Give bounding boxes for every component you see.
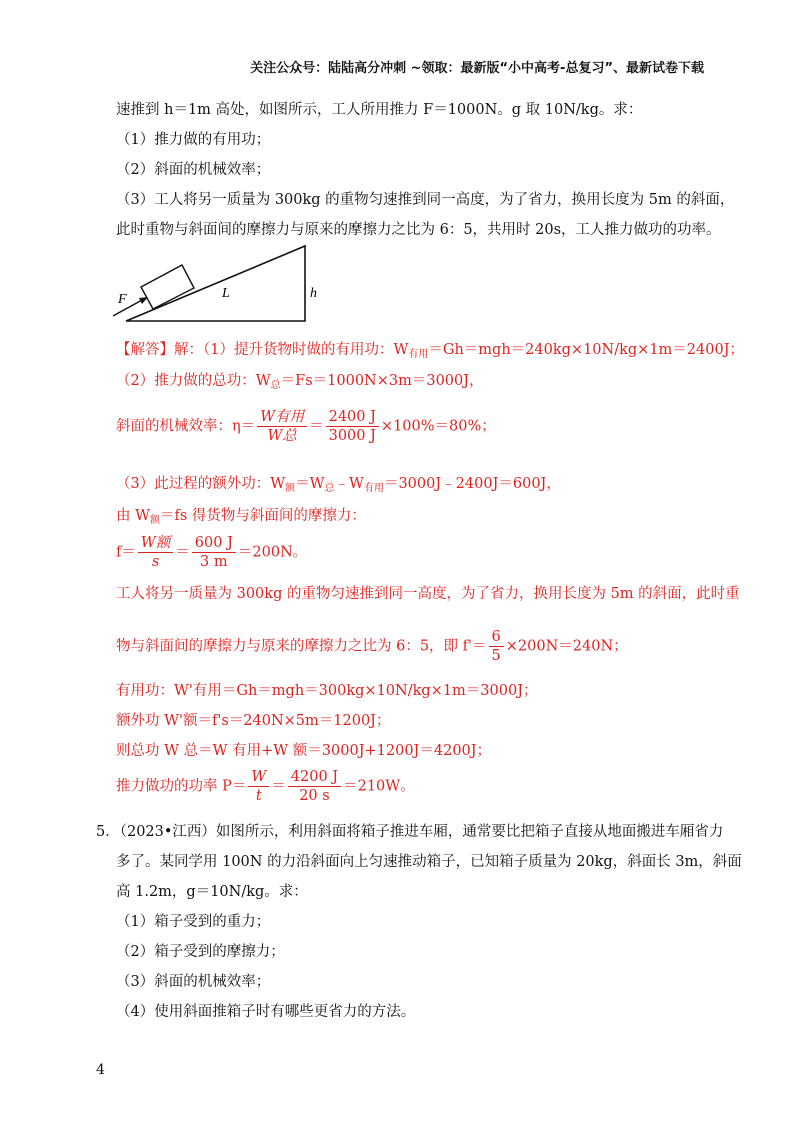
text: 解：（1）提升货物时做的有用功：W (174, 342, 409, 358)
question-1: （1）推力做的有用功； (116, 132, 271, 148)
solution-line-6 (116, 534, 307, 571)
page-number: 4 (96, 1062, 105, 1078)
problem5-question-3: （3）斜面的机械效率； (116, 974, 271, 990)
text: ＝W (295, 476, 325, 492)
subscript: 总 (270, 380, 281, 391)
fraction (192, 534, 236, 571)
solution-line-10: 额外功 W'额＝f's＝240N×5m＝1200J； (116, 713, 391, 729)
incline-diagram (112, 240, 332, 326)
fraction (257, 408, 307, 445)
numerator: W (248, 768, 269, 787)
text: 由 W (116, 508, 151, 524)
text: ＝fs 得货物与斜面间的摩擦力： (160, 508, 366, 524)
label-F: F (118, 292, 127, 307)
solution-line-12 (116, 768, 415, 805)
text: ×100%＝80%； (380, 418, 496, 435)
label-L: L (222, 286, 230, 301)
denominator: s (151, 554, 160, 570)
solution-line-7: 工人将另一质量为 300kg 的重物匀速推到同一高度，为了省力，换用长度为 5m 的斜面，此时重 (116, 586, 740, 602)
denominator: 20 s (299, 788, 330, 804)
solution-line-8 (116, 628, 628, 665)
text: ＝ (175, 544, 190, 561)
solution-line-11: 则总功 W 总＝W 有用+W 额＝3000J+1200J＝4200J； (116, 743, 492, 759)
denominator: 3 m (200, 554, 228, 570)
denominator: 5 (491, 648, 501, 664)
problem5-question-1: （1）箱子受到的重力； (116, 914, 271, 930)
problem5-question-2: （2）箱子受到的摩擦力； (116, 944, 285, 960)
text: ＝3000J﹣2400J＝600J， (383, 476, 561, 492)
text: ＝Fs＝1000N×3m＝3000J， (280, 373, 484, 389)
label-h: h (310, 286, 317, 301)
text: （2）推力做的总功：W (116, 373, 271, 389)
numerator: 6 (489, 628, 504, 647)
solution-tag: 【解答】 (116, 342, 174, 358)
force-arrowhead (139, 297, 148, 304)
solution-line-9: 有用功：W'有用＝Gh＝mgh＝300kg×10N/kg×1m＝3000J； (116, 683, 538, 699)
solution-line-1 (116, 340, 744, 362)
fraction (288, 768, 341, 805)
text: ＝Gh＝mgh＝240kg×10N/kg×1m＝2400J； (428, 342, 745, 358)
denominator: 3000 J (328, 428, 376, 444)
numerator: W额 (138, 534, 173, 553)
numerator: 2400 J (326, 408, 379, 427)
problem5-question-4: （4）使用斜面推箱子时有哪些更省力的方法。 (116, 1004, 416, 1020)
page-header: 关注公众号：陆陆高分冲刺 ~领取：最新版“小中高考-总复习”、最新试卷下载 (250, 61, 704, 76)
problem5-line-2: 多了。某同学用 100N 的力沿斜面向上匀速推动箱子，已知箱子质量为 20kg，斜面长 3m，斜面 (116, 854, 742, 870)
problem-intro: 速推到 h＝1m 高处，如图所示，工人所用推力 F＝1000N。g 取 10N/kg。求： (116, 102, 643, 118)
text: （3）此过程的额外功：W (116, 476, 286, 492)
subscript: 有用 (363, 483, 384, 494)
fraction (138, 534, 173, 571)
text: 斜面的机械效率：η＝ (116, 418, 256, 435)
text: ﹣W (334, 476, 364, 492)
problem5-line-3: 高 1.2m，g＝10N/kg。求： (116, 884, 308, 900)
box (141, 265, 194, 309)
subscript: 总 (324, 483, 335, 494)
numerator: W有用 (257, 408, 307, 427)
question-3-line-2: 此时重物与斜面间的摩擦力与原来的摩擦力之比为 6：5，共用时 20s，工人推力做功的功率。 (116, 222, 721, 238)
numerator: 4200 J (288, 768, 341, 787)
text: f＝ (116, 544, 136, 561)
fraction (489, 628, 504, 665)
problem5-line-1: 5．（2023•江西）如图所示，利用斜面将箱子推进车厢，通常要比把箱子直接从地面搬进车厢省力 (96, 824, 724, 840)
question-3-line-1: （3）工人将另一质量为 300kg 的重物匀速推到同一高度，为了省力，换用长度为 5m 的斜面， (116, 192, 735, 208)
text: ＝210W。 (343, 778, 415, 795)
numerator: 600 J (192, 534, 236, 553)
subscript: 有用 (408, 349, 429, 360)
subscript: 额 (285, 483, 296, 494)
question-2: （2）斜面的机械效率； (116, 162, 271, 178)
subscript: 额 (150, 515, 161, 526)
text: 推力做功的功率 P＝ (116, 778, 247, 795)
solution-line-2 (116, 371, 484, 393)
text: 物与斜面间的摩擦力与原来的摩擦力之比为 6：5，即 f'＝ (116, 638, 487, 655)
solution-line-5 (116, 506, 366, 528)
text: ＝ (271, 778, 286, 795)
fraction (326, 408, 379, 445)
solution-line-4 (116, 474, 561, 496)
fraction (248, 768, 269, 805)
denominator: t (255, 788, 262, 804)
text: ＝200N。 (237, 544, 308, 561)
text: ＝ (309, 418, 324, 435)
solution-line-3 (116, 408, 496, 445)
text: ×200N＝240N； (505, 638, 628, 655)
denominator: W总 (267, 428, 297, 444)
